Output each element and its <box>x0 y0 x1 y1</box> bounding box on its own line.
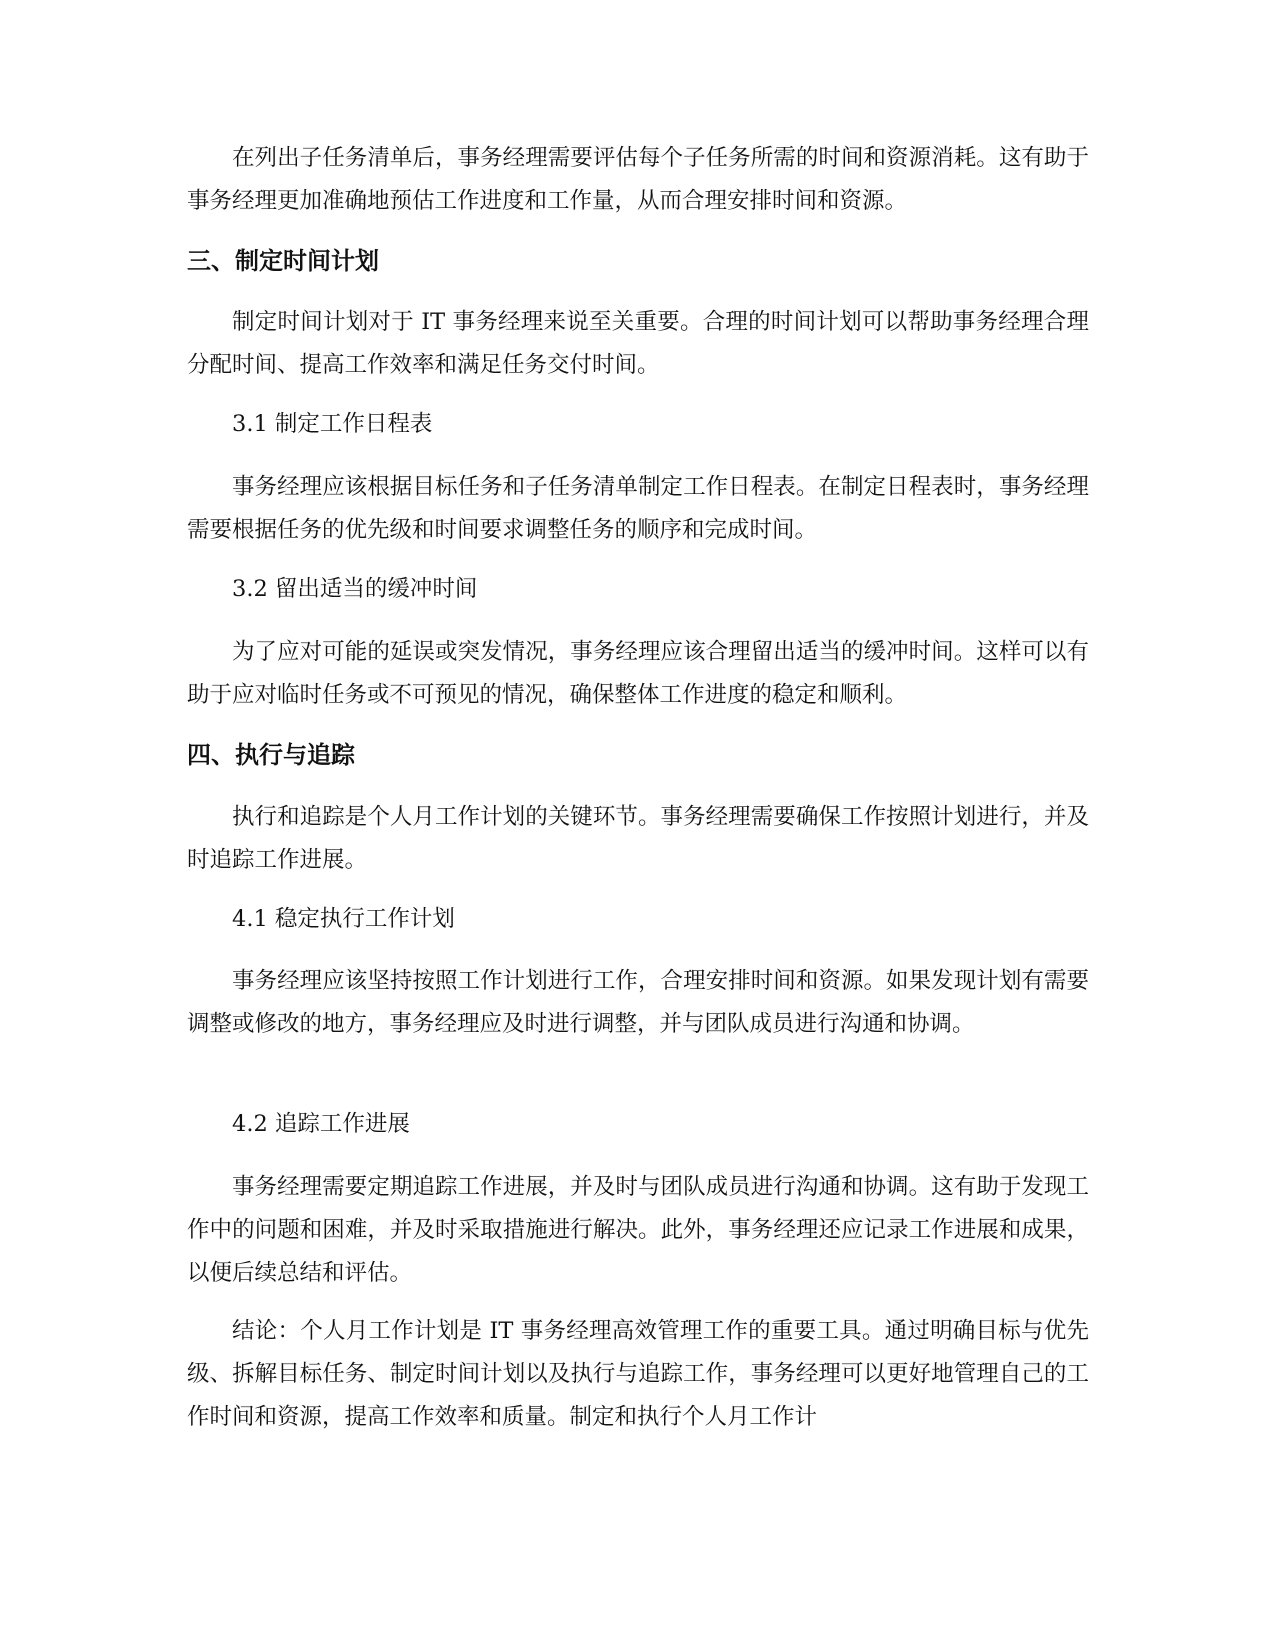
paragraph-subtask-evaluation: 在列出子任务清单后，事务经理需要评估每个子任务所需的时间和资源消耗。这有助于事务经理更加准确地预估工作进度和工作量，从而合理安排时间和资源。 <box>187 145 1089 214</box>
section-heading-time-plan: 三、制定时间计划 <box>187 247 379 275</box>
paragraph-execution-intro: 执行和追踪是个人月工作计划的关键环节。事务经理需要确保工作按照计划进行，并及时追踪工作进展。 <box>187 804 1089 873</box>
subheading-work-schedule: 3.1 制定工作日程表 <box>232 411 433 437</box>
subheading-stable-execution: 4.1 稳定执行工作计划 <box>232 906 455 932</box>
subheading-track-progress: 4.2 追踪工作进展 <box>232 1111 410 1137</box>
paragraph-time-plan-intro: 制定时间计划对于 IT 事务经理来说至关重要。合理的时间计划可以帮助事务经理合理分配时间、提高工作效率和满足任务交付时间。 <box>187 309 1089 378</box>
paragraph-work-schedule: 事务经理应该根据目标任务和子任务清单制定工作日程表。在制定日程表时，事务经理需要根据任务的优先级和时间要求调整任务的顺序和完成时间。 <box>187 474 1089 543</box>
paragraph-conclusion: 结论：个人月工作计划是 IT 事务经理高效管理工作的重要工具。通过明确目标与优先级、拆解目标任务、制定时间计划以及执行与追踪工作，事务经理可以更好地管理自己的工作时间和资源，提高工作效率和质量。制定和执行个人月工作计 <box>187 1318 1089 1430</box>
paragraph-track-progress: 事务经理需要定期追踪工作进展，并及时与团队成员进行沟通和协调。这有助于发现工作中的问题和困难，并及时采取措施进行解决。此外，事务经理还应记录工作进展和成果，以便后续总结和评估。 <box>187 1174 1089 1286</box>
paragraph-buffer-time: 为了应对可能的延误或突发情况，事务经理应该合理留出适当的缓冲时间。这样可以有助于应对临时任务或不可预见的情况，确保整体工作进度的稳定和顺利。 <box>187 639 1089 708</box>
section-heading-execution-tracking: 四、执行与追踪 <box>187 741 355 769</box>
subheading-buffer-time: 3.2 留出适当的缓冲时间 <box>232 576 478 602</box>
paragraph-stable-execution: 事务经理应该坚持按照工作计划进行工作，合理安排时间和资源。如果发现计划有需要调整或修改的地方，事务经理应及时进行调整，并与团队成员进行沟通和协调。 <box>187 968 1089 1037</box>
